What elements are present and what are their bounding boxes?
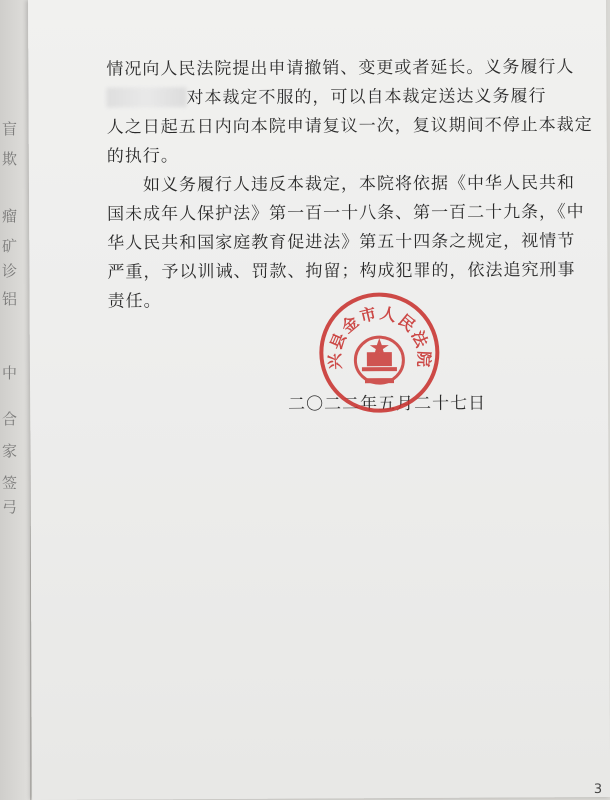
page-number: 3 (593, 782, 603, 798)
seal-text: 兴县金市人民法院 (324, 303, 434, 370)
underlying-char: 铝 (2, 290, 18, 308)
document-page (28, 0, 610, 800)
text-line: 对本裁定不服的，可以自本裁定送达义务履行 (186, 86, 547, 109)
underlying-char: 弓 (2, 498, 18, 516)
text-line: 如义务履行人违反本裁定，本院将依据《中华人民共和 (142, 173, 576, 196)
text-line: 情况向人民法院提出申请撤销、变更或者延长。义务履行人 (106, 57, 575, 80)
underlying-char: 签 (2, 474, 18, 492)
redacted-name (106, 87, 186, 107)
text-line: 严重，予以训诫、罚款、拘留；构成犯罪的，依法追究刑事 (107, 260, 576, 283)
ruling-text (106, 54, 593, 317)
underlying-char: 家 (2, 442, 18, 460)
underlying-char: 诊 (2, 262, 18, 280)
text-line: 责任。 (107, 291, 162, 312)
underlying-char: 中 (2, 364, 18, 382)
underlying-page-edge (0, 0, 31, 800)
ruling-date: 二〇二二年五月二十七日 (288, 393, 487, 415)
text-line-with-redaction (106, 83, 547, 114)
text-line: 人之日起五日内向本院申请复议一次，复议期间不停止本裁定 (106, 115, 593, 138)
underlying-char: 盲 (2, 120, 18, 138)
underlying-char: 矿 (2, 237, 18, 255)
underlying-char: 合 (2, 410, 18, 428)
court-seal (317, 290, 443, 416)
text-line: 国未成年人保护法》第一百一十八条、第一百二十九条，《中 (107, 202, 585, 225)
underlying-char: 欺 (2, 150, 18, 168)
text-line: 的执行。 (106, 146, 179, 167)
text-line: 华人民共和国家庭教育促进法》第五十四条之规定，视情节 (107, 231, 576, 254)
national-emblem-icon (355, 337, 403, 383)
underlying-char: 瘤 (2, 207, 18, 225)
